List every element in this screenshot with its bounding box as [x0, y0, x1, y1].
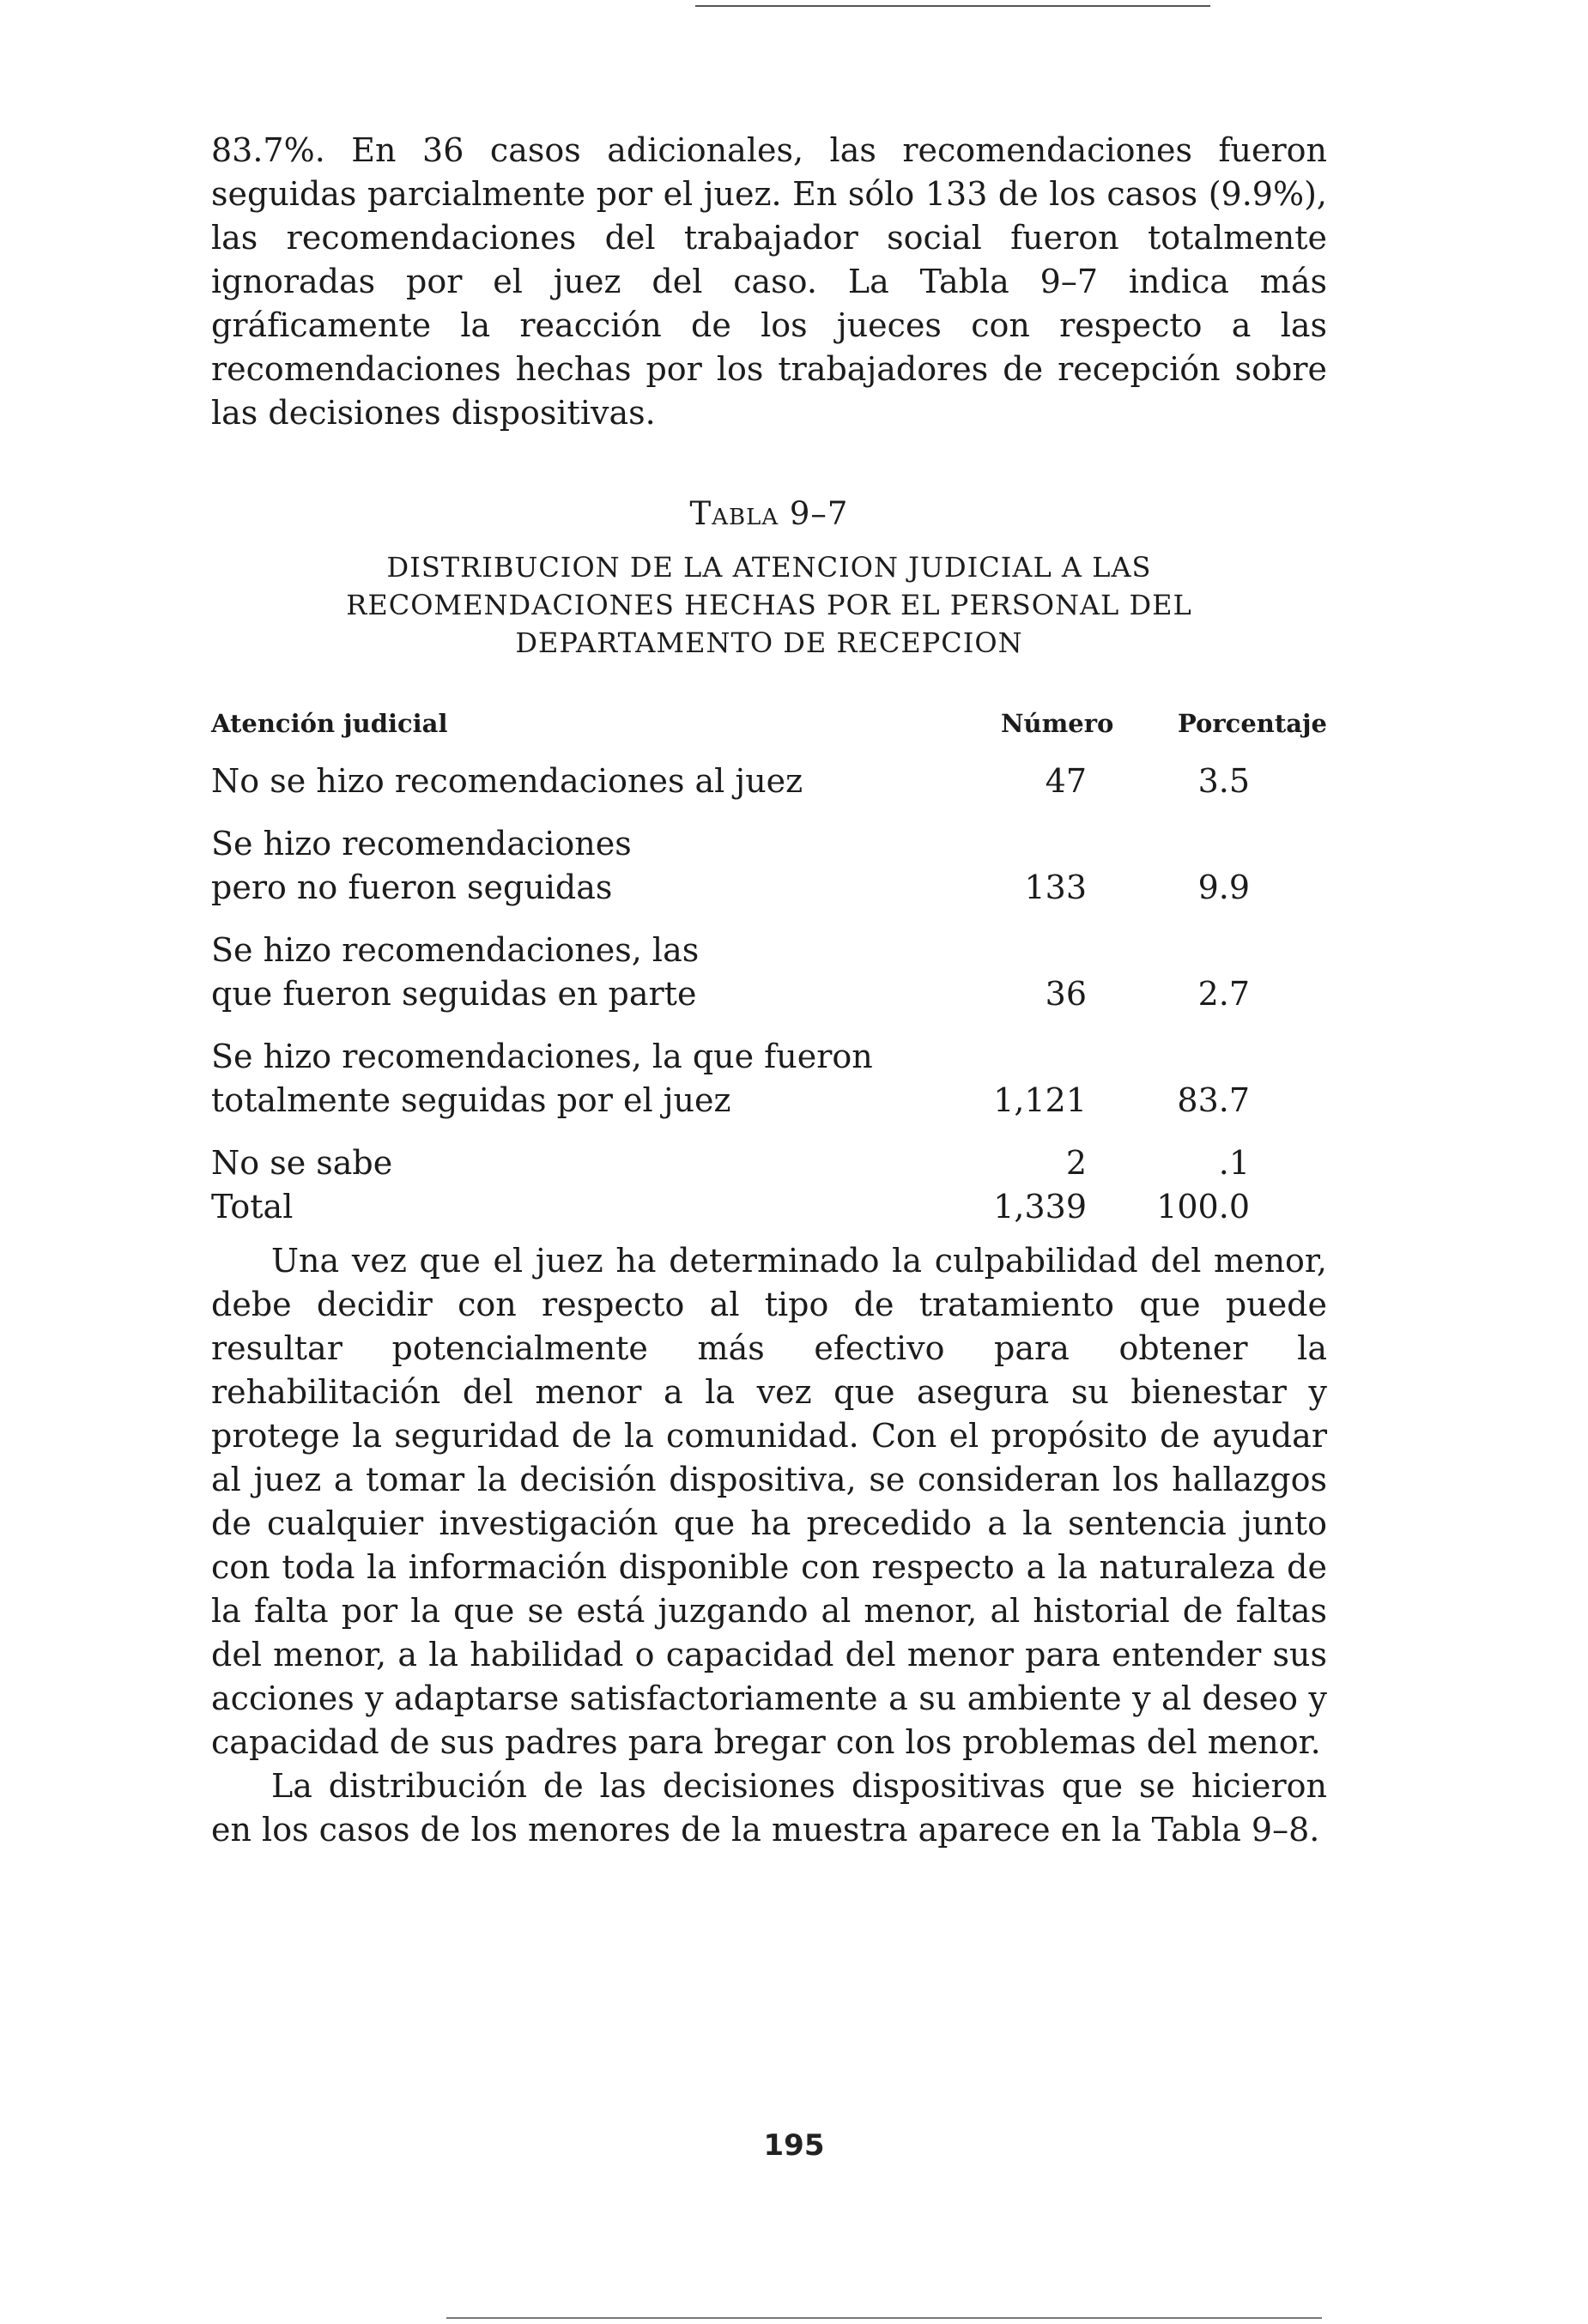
- row-number: 47: [1045, 762, 1087, 800]
- row-percent: 83.7: [1177, 1081, 1250, 1119]
- row-percent: 9.9: [1197, 868, 1250, 906]
- page-number: 195: [763, 2128, 825, 2163]
- table-row: [211, 1141, 1327, 1185]
- body-paragraph: Una vez que el juez ha determinado la culpabilidad del menor, debe decidir con respecto al tipo de tratamiento que puede resultar potencialmente más efectivo para obtener la rehabilitación del menor a la vez que asegura su bienestar y protege la seguridad de la comunidad. Con el propósito de ayudar al juez a tomar la decisión dispositiva, se consideran los hallazgos de cualquier investigación que ha precedido a la sentencia junto con toda la información disponible con respecto a la naturaleza de la falta por la que se está juzgando al menor, al historial de faltas del menor, a la habilidad o capacidad del menor para entender sus acciones y adaptarse satisfactoriamente a su ambiente y al deseo y capacidad de sus padres para bregar con los problemas del menor.: [211, 1242, 1327, 1761]
- table-subtitle: DISTRIBUCION DE LA ATENCION JUDICIAL A LAS RECOMENDACIONES HECHAS POR EL PERSONAL DEL DEPARTAMENTO DE RECEPCION: [346, 551, 1192, 659]
- top-rule: [695, 5, 1210, 7]
- row-percent: .1: [1218, 1144, 1250, 1182]
- body-paragraph: La distribución de las decisiones dispositivas que se hicieron en los casos de los menores de la muestra aparece en la Tabla 9–8.: [211, 1767, 1327, 1849]
- judicial-attention-table: [211, 703, 1327, 1229]
- table-header-row: [211, 703, 1327, 741]
- intro-paragraph: 83.7%. En 36 casos adicionales, las recomendaciones fueron seguidas parcialmente por el juez. En sólo 133 de los casos (9.9%), las recomendaciones del trabajador social fueron totalmente ignoradas por el juez del caso. La Tabla 9–7 indica más gráficamente la reacción de los jueces con respecto a las recomendaciones hechas por los trabajadores de recepción sobre las decisiones dispositivas.: [211, 131, 1327, 432]
- row-label: No se hizo recomendaciones al juez: [211, 762, 803, 800]
- row-percent: 100.0: [1156, 1188, 1250, 1226]
- header-category: Atención judicial: [211, 709, 448, 738]
- table-row: [211, 929, 1327, 1016]
- row-number: 133: [1024, 868, 1087, 906]
- header-percent: Porcentaje: [1178, 709, 1327, 738]
- row-number: 36: [1045, 975, 1087, 1013]
- bottom-rule: [446, 2317, 1322, 2319]
- row-number: 1,121: [993, 1081, 1087, 1119]
- row-label: Se hizo recomendaciones, la que fueron totalmente seguidas por el juez: [211, 1038, 873, 1119]
- table-row: [211, 1035, 1327, 1123]
- row-number: 1,339: [993, 1188, 1087, 1226]
- row-label: Total: [211, 1188, 294, 1226]
- row-label: Se hizo recomendaciones, las que fueron seguidas en parte: [211, 931, 700, 1013]
- table-row: [211, 822, 1327, 910]
- table-row: [211, 760, 1327, 803]
- page-body: [211, 129, 1327, 1852]
- row-percent: 2.7: [1197, 975, 1250, 1013]
- row-label: No se sabe: [211, 1144, 393, 1182]
- table-total-row: [211, 1185, 1327, 1229]
- row-label: Se hizo recomendaciones pero no fueron seguidas: [211, 825, 632, 906]
- row-percent: 3.5: [1197, 762, 1250, 800]
- table-title: Tabla 9–7: [689, 495, 849, 532]
- row-number: 2: [1065, 1144, 1087, 1182]
- body-text: [211, 1239, 1327, 1852]
- header-number: Número: [1001, 709, 1114, 738]
